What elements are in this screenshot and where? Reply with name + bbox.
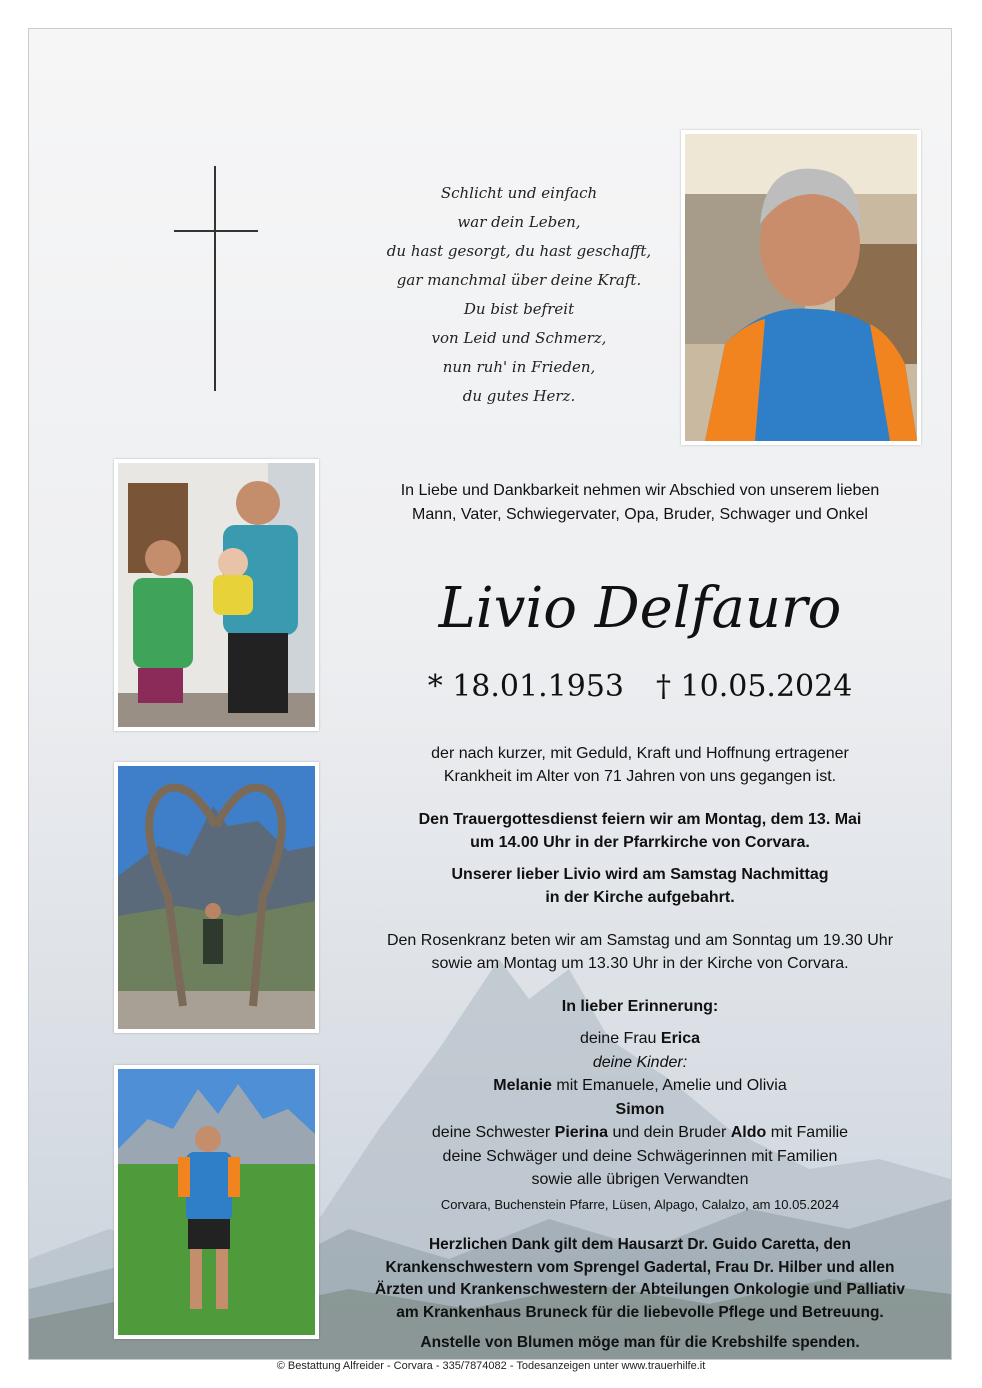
cross-icon-bar — [174, 230, 258, 232]
poem-line: gar manchmal über deine Kraft. — [396, 271, 642, 289]
thanks-text — [329, 1234, 951, 1324]
poem-line: Schlicht und einfach — [440, 184, 598, 202]
thanks-line: Krankenschwestern vom Sprengel Gadertal, Frau Dr. Hilber und allen — [385, 1258, 895, 1276]
family-text: mit Emanuele, Amelie und Olivia — [551, 1077, 787, 1094]
thanks-line: Ärzten und Krankenschwestern der Abteilungen Onkologie und Palliativ — [375, 1281, 905, 1298]
family-name-sister: Pierina — [554, 1124, 608, 1141]
life-dates — [329, 667, 951, 707]
intro-text — [329, 479, 951, 527]
birth-date: * 18.01.1953 — [427, 669, 624, 704]
rosary-info — [329, 929, 951, 975]
funeral-line: um 14.00 Uhr in der Pfarrkirche von Corvara. — [470, 834, 810, 851]
family-child1 — [329, 1074, 951, 1098]
cross-icon — [214, 166, 216, 391]
viewing-line: in der Kirche aufgebahrt. — [545, 889, 735, 906]
donation-note: Anstelle von Blumen möge man für die Krebshilfe spenden. — [420, 1334, 860, 1351]
passing-text — [329, 742, 951, 788]
intro-line: Mann, Vater, Schwiegervater, Opa, Bruder, Schwager und Onkel — [412, 506, 868, 523]
poem-line: war dein Leben, — [457, 213, 581, 231]
family-photo — [114, 459, 319, 731]
thanks-line: am Krankenhaus Bruneck für die liebevolle Pflege und Betreuung. — [396, 1303, 884, 1321]
rosary-line: Den Rosenkranz beten wir am Samstag und am Sonntag um 19.30 Uhr — [386, 932, 894, 949]
family-kids-label: deine Kinder: — [592, 1053, 688, 1071]
passing-line: Krankheit im Alter von 71 Jahren von uns gegangen ist. — [443, 768, 837, 785]
viewing-info — [329, 863, 951, 909]
obituary-card — [28, 28, 952, 1360]
family-inlaws: deine Schwäger und deine Schwägerinnen mit Familien — [442, 1147, 838, 1165]
poem-line: du hast gesorgt, du hast geschafft, — [386, 242, 652, 260]
poem-line: Du bist befreit — [463, 300, 575, 318]
rosary-line: sowie am Montag um 13.30 Uhr in der Kirche von Corvara. — [431, 955, 849, 972]
family-text: deine Frau — [579, 1030, 661, 1047]
family-name-child1: Melanie — [493, 1077, 552, 1094]
family-text: deine Schwester — [431, 1124, 555, 1141]
poem-line: von Leid und Schmerz, — [431, 329, 607, 347]
deceased-name: Livio Delfauro — [438, 576, 842, 641]
family-name-child2: Simon — [615, 1100, 665, 1118]
family-text: und dein Bruder — [608, 1124, 731, 1141]
funeral-info — [329, 808, 951, 854]
poem-line: nun ruh' in Frieden, — [442, 358, 596, 376]
portrait-photo — [681, 130, 921, 445]
funeral-line: Den Trauergottesdienst feiern wir am Montag, dem 13. Mai — [418, 811, 862, 828]
viewing-line: Unserer lieber Livio wird am Samstag Nachmittag — [451, 866, 829, 883]
heart-frame-photo — [114, 762, 319, 1033]
family-relatives: sowie alle übrigen Verwandten — [531, 1171, 749, 1188]
passing-line: der nach kurzer, mit Geduld, Kraft und Hoffnung ertragener — [431, 745, 849, 762]
death-date: † 10.05.2024 — [656, 669, 853, 704]
family-name-wife: Erica — [660, 1030, 701, 1047]
footer-credit: © Bestattung Alfreider - Corvara - 335/7874082 - Todesanzeigen unter www.trauerhilfe.it — [276, 1360, 706, 1372]
thanks-line: Herzlichen Dank gilt dem Hausarzt Dr. Guido Caretta, den — [428, 1236, 852, 1253]
family-wife — [329, 1027, 951, 1051]
intro-line: In Liebe und Dankbarkeit nehmen wir Abschied von unserem lieben — [400, 482, 880, 499]
memory-title: In lieber Erinnerung: — [561, 998, 719, 1015]
family-siblings — [329, 1121, 951, 1145]
poem — [329, 179, 709, 411]
family-child2 — [329, 1098, 951, 1122]
hiking-photo — [114, 1065, 319, 1339]
poem-line: du gutes Herz. — [462, 387, 576, 405]
family-text: mit Familie — [766, 1124, 849, 1141]
place-date: Corvara, Buchenstein Pfarre, Lüsen, Alpago, Calalzo, am 10.05.2024 — [440, 1197, 840, 1212]
family-name-brother: Aldo — [730, 1124, 767, 1141]
family-list — [329, 1027, 951, 1192]
